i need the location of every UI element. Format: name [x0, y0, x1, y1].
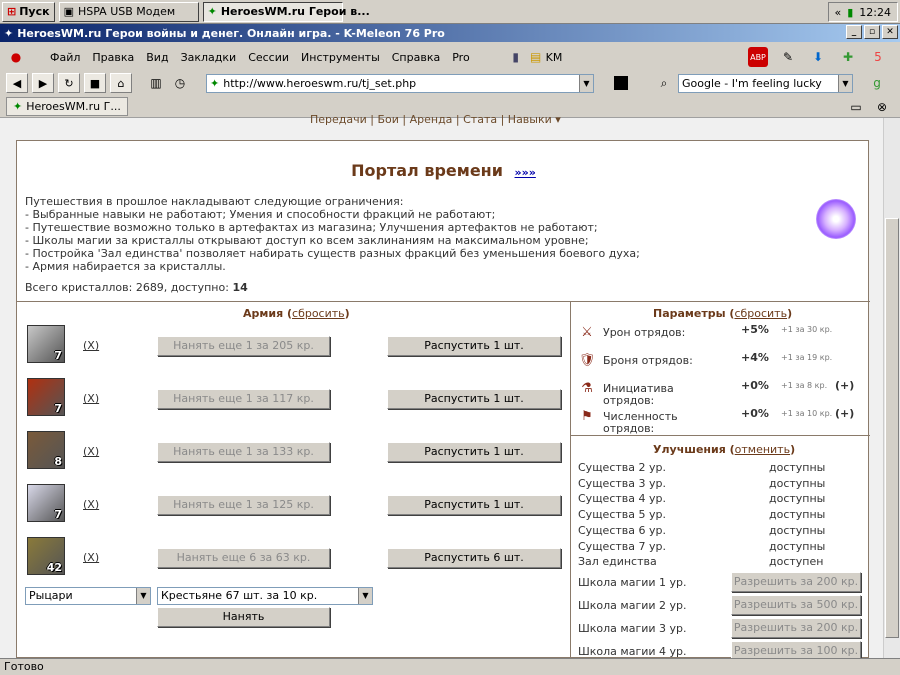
- menu-sessions[interactable]: Сессии: [248, 50, 290, 64]
- task-button-browser[interactable]: ✦ HeroesWM.ru Герои в...: [203, 2, 343, 22]
- unit-portrait[interactable]: 42: [27, 537, 65, 575]
- magic-school-label: Школа магии 1 ур.: [578, 576, 687, 589]
- upgrade-status: доступны: [769, 461, 826, 474]
- upgrade-status: доступен: [769, 555, 824, 569]
- param-icon: 🛡: [578, 353, 596, 368]
- param-increase-button[interactable]: (+): [835, 407, 855, 420]
- chevron-left-icon[interactable]: «: [834, 5, 842, 19]
- unit-portrait[interactable]: 7: [27, 325, 65, 363]
- windows-logo-icon: ⊞: [7, 5, 17, 18]
- divider: [17, 301, 870, 302]
- magic-school-unlock-button[interactable]: Разрешить за 200 кр.: [731, 618, 861, 638]
- menubar: [0, 44, 900, 70]
- unit-remove-link[interactable]: (X): [83, 498, 100, 511]
- tools-icon[interactable]: ✎: [782, 50, 794, 64]
- param-icon: ⚑: [581, 409, 593, 424]
- chevron-down-icon: ▼: [358, 588, 372, 604]
- window-title: HeroesWM.ru Герои войны и денег. Онлайн игра. - K-Meleon 76 Pro: [17, 26, 445, 40]
- unit-hire-more-button[interactable]: Нанять еще 1 за 205 кр.: [157, 336, 330, 356]
- menu-view[interactable]: Вид: [146, 50, 169, 64]
- param-value: +4%: [741, 351, 769, 364]
- menu-pro[interactable]: Pro: [452, 50, 470, 64]
- param-value: +0%: [741, 379, 769, 392]
- menu-tools[interactable]: Инструменты: [301, 50, 380, 64]
- scrollbar[interactable]: [883, 118, 900, 658]
- divider: [570, 301, 571, 659]
- minimize-button[interactable]: _: [846, 25, 862, 39]
- upgrade-label: Существа 6 ур.: [578, 523, 666, 537]
- upgrade-label: Существа 7 ур.: [578, 539, 666, 553]
- clock: 12:24: [859, 5, 891, 19]
- menu-bookmarks[interactable]: Закладки: [180, 50, 237, 64]
- close-tab-icon[interactable]: ⊗: [876, 99, 888, 114]
- navigation-bar: [0, 70, 900, 96]
- km-label[interactable]: KM: [545, 50, 563, 64]
- param-value: +5%: [741, 323, 769, 336]
- url-dropdown-icon[interactable]: ▼: [579, 75, 593, 92]
- upgrade-label: Существа 4 ур.: [578, 492, 666, 506]
- param-label: Броня отрядов:: [603, 354, 693, 367]
- unit-select[interactable]: Крестьяне 67 шт. за 10 кр. ▼: [157, 587, 373, 605]
- unit-hire-more-button[interactable]: Нанять еще 1 за 117 кр.: [157, 389, 330, 409]
- tab-site-icon: ✦: [13, 100, 23, 113]
- portal-panel: [16, 140, 869, 658]
- bookmark-icon[interactable]: ▮: [512, 50, 519, 64]
- folder-icon[interactable]: ▤: [530, 50, 542, 64]
- unit-remove-link[interactable]: (X): [83, 445, 100, 458]
- params-title: Параметры (сбросить): [653, 307, 793, 320]
- upgrade-status: доступны: [769, 508, 826, 522]
- network-icon[interactable]: ▮: [847, 5, 854, 19]
- unit-dismiss-button[interactable]: Распустить 6 шт.: [387, 548, 561, 568]
- sidebar-icon[interactable]: ▥: [150, 76, 162, 90]
- search-input[interactable]: Google - I'm feeling lucky ▼: [678, 74, 853, 93]
- magic-school-unlock-button[interactable]: Разрешить за 100 кр.: [731, 641, 861, 661]
- scrollbar-thumb[interactable]: [885, 218, 899, 638]
- upgrade-label: Существа 2 ур.: [578, 461, 666, 474]
- army-title: Армия (сбросить): [243, 307, 350, 320]
- param-increase-button[interactable]: (+): [835, 379, 855, 392]
- maximize-button[interactable]: ▫: [864, 25, 880, 39]
- unit-dismiss-button[interactable]: Распустить 1 шт.: [387, 442, 561, 462]
- unit-hire-more-button[interactable]: Нанять еще 1 за 125 кр.: [157, 495, 330, 515]
- tab-heroeswm[interactable]: ✦ HeroesWM.ru Г...: [6, 97, 128, 116]
- menu-edit[interactable]: Правка: [92, 50, 135, 64]
- history-icon[interactable]: ◷: [174, 76, 186, 90]
- army-reset-link[interactable]: сбросить: [292, 307, 345, 320]
- reload-button[interactable]: ↻: [58, 73, 80, 93]
- param-cost: +1 за 30 кр.: [781, 325, 833, 334]
- unit-portrait[interactable]: 8: [27, 431, 65, 469]
- adblock-icon[interactable]: ABP: [748, 47, 768, 67]
- download-icon[interactable]: ⬇: [812, 50, 824, 64]
- browser-icon: ✦: [207, 5, 217, 18]
- portal-more-link[interactable]: »»»: [514, 166, 536, 179]
- unit-remove-link[interactable]: (X): [83, 339, 100, 352]
- upgrade-label: Зал единства: [578, 555, 657, 569]
- magic-school-label: Школа магии 3 ур.: [578, 622, 687, 635]
- back-button[interactable]: ◀: [6, 73, 28, 93]
- status-bar: Готово: [0, 658, 900, 675]
- faction-select[interactable]: Рыцари ▼: [25, 587, 151, 605]
- system-tray: [828, 2, 899, 22]
- param-label: Инициатива отрядов:: [603, 382, 674, 407]
- new-tab-icon[interactable]: ▭: [850, 99, 862, 114]
- magic-school-unlock-button[interactable]: Разрешить за 500 кр.: [731, 595, 861, 615]
- url-field[interactable]: [206, 74, 594, 93]
- param-value: +0%: [741, 407, 769, 420]
- unit-portrait[interactable]: 7: [27, 378, 65, 416]
- magic-school-unlock-button[interactable]: Разрешить за 200 кр.: [731, 572, 861, 592]
- unit-portrait[interactable]: 7: [27, 484, 65, 522]
- html5-icon[interactable]: 5: [874, 50, 882, 64]
- upgrade-label: Существа 5 ур.: [578, 508, 666, 522]
- url-text: http://www.heroeswm.ru/tj_set.php: [223, 76, 417, 90]
- magic-school-label: Школа магии 2 ур.: [578, 599, 687, 612]
- menu-file[interactable]: Файл: [50, 50, 81, 64]
- unit-remove-link[interactable]: (X): [83, 392, 100, 405]
- forward-button[interactable]: ▶: [32, 73, 54, 93]
- window-titlebar: [0, 24, 900, 42]
- game-nav-links[interactable]: Передачи | Бои | Аренда | Стата | Навыки ▾: [310, 113, 561, 126]
- param-icon: ⚔: [581, 325, 593, 340]
- site-icon: ✦: [210, 76, 220, 90]
- modem-icon: ▣: [63, 5, 74, 18]
- task-button-modem[interactable]: ▣ HSPA USB Модем: [59, 2, 199, 22]
- param-label: Численность отрядов:: [603, 410, 678, 435]
- color-swatch-icon[interactable]: [614, 76, 628, 90]
- taskbar: [0, 0, 900, 24]
- upgrade-label: Существа 3 ур.: [578, 476, 666, 490]
- upgrade-status: доступны: [769, 523, 826, 537]
- param-icon: ⚗: [581, 381, 593, 396]
- upgrade-status: доступны: [769, 476, 826, 490]
- unit-hire-more-button[interactable]: Нанять еще 6 за 63 кр.: [157, 548, 330, 568]
- close-button[interactable]: ✕: [882, 25, 898, 39]
- unit-dismiss-button[interactable]: Распустить 1 шт.: [387, 336, 561, 356]
- upgrades-cancel-link[interactable]: отменить: [734, 443, 791, 456]
- app-icon: ✦: [4, 26, 14, 40]
- unit-remove-link[interactable]: (X): [83, 551, 100, 564]
- google-icon[interactable]: g: [873, 76, 881, 90]
- search-icon[interactable]: ⌕: [660, 75, 668, 90]
- portal-icon: [816, 199, 856, 239]
- page-title: Портал времени »»»: [351, 161, 536, 180]
- crystals-info: Всего кристаллов: 2689, доступно: 14: [25, 281, 248, 294]
- magic-school-label: Школа магии 4 ур.: [578, 645, 687, 658]
- params-reset-link[interactable]: сбросить: [734, 307, 788, 320]
- menu-help[interactable]: Справка: [391, 50, 441, 64]
- unit-hire-more-button[interactable]: Нанять еще 1 за 133 кр.: [157, 442, 330, 462]
- divider: [570, 435, 870, 436]
- upgrade-status: доступны: [769, 492, 826, 506]
- unit-dismiss-button[interactable]: Распустить 1 шт.: [387, 389, 561, 409]
- stop-icon[interactable]: ●: [10, 50, 22, 64]
- upgrades-title: Улучшения (отменить): [653, 443, 796, 456]
- param-cost: +1 за 8 кр.: [781, 381, 828, 390]
- search-dropdown-icon[interactable]: ▼: [838, 75, 852, 92]
- plugin-icon[interactable]: ✚: [842, 50, 854, 64]
- upgrade-status: доступны: [769, 539, 826, 553]
- param-cost: +1 за 10 кр.: [781, 409, 833, 418]
- param-cost: +1 за 19 кр.: [781, 353, 833, 362]
- stop-button[interactable]: ■: [84, 73, 106, 93]
- unit-dismiss-button[interactable]: Распустить 1 шт.: [387, 495, 561, 515]
- chevron-down-icon: ▼: [136, 588, 150, 604]
- param-label: Урон отрядов:: [603, 326, 686, 339]
- rules-text: Путешествия в прошлое накладывают следующие ограничения: - Выбранные навыки не работают; Умения и способности фракций не работают; - Путешествие возможно только в артефактах из магазина; Улучшения артефактов не работают; - Школы магии за кристаллы открывают доступ ко всем заклинаниям на максимальном уровне; - Постройка 'Зал единства' позволяет набирать существ разных фракций без уменьшения боевого духа; - Армия набирается за кристаллы.: [25, 195, 640, 273]
- start-button[interactable]: ⊞ Пуск: [2, 2, 55, 22]
- hire-button[interactable]: Нанять: [157, 607, 330, 627]
- home-button[interactable]: ⌂: [110, 73, 132, 93]
- page-content: [0, 113, 883, 658]
